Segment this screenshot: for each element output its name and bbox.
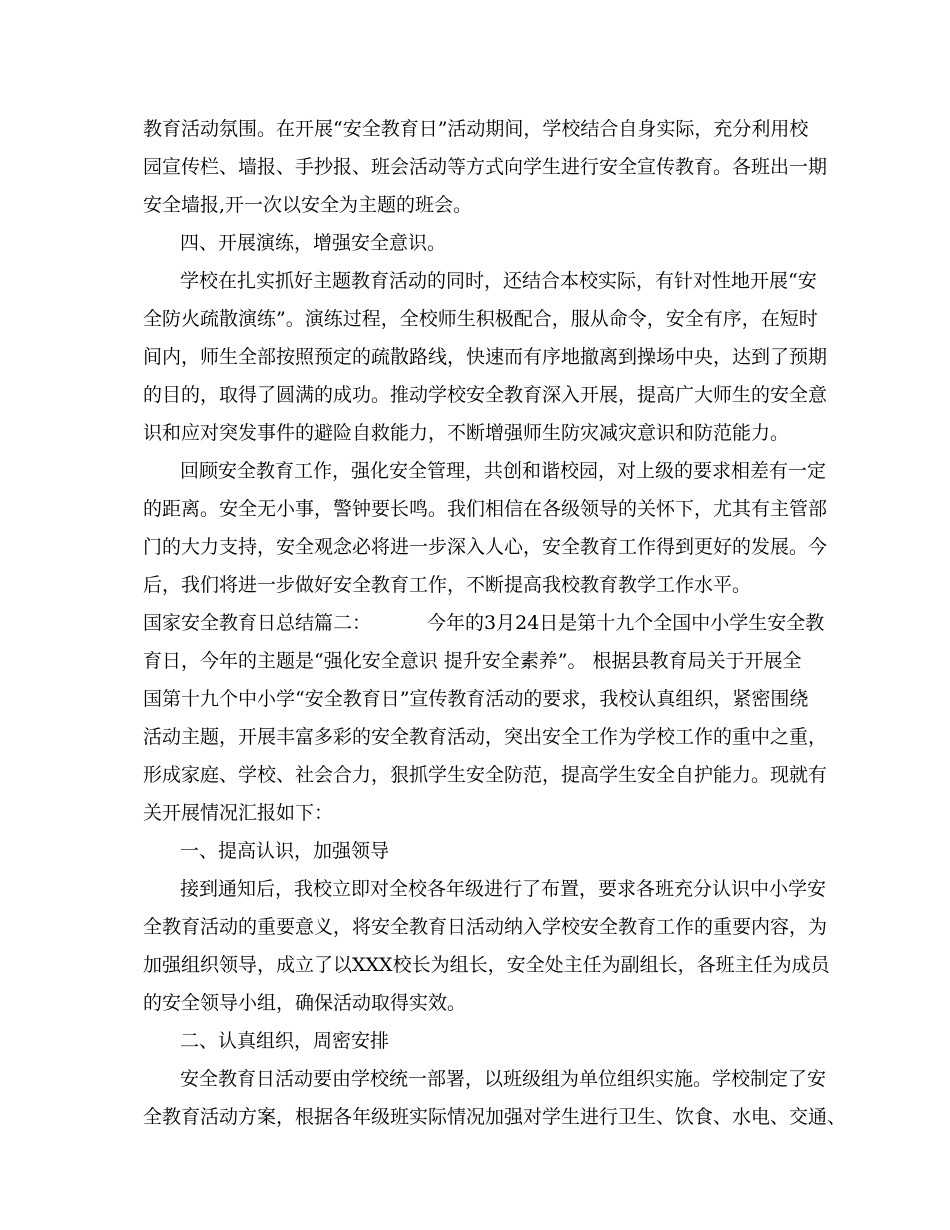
text-line: 园宣传栏、墙报、手抄报、班会活动等方式向学生进行安全宣传教育。各班出一期 <box>143 156 828 178</box>
text-line: 活动主题，开展丰富多彩的安全教育活动，突出安全工作为学校工作的重中之重， <box>143 726 828 748</box>
text-line: 后，我们将进一步做好安全教育工作，不断提高我校教育教学工作水平。 <box>143 574 752 596</box>
text-line: 的安全领导小组，确保活动取得实效。 <box>143 992 467 1014</box>
section-heading: 一、提高认识，加强领导 <box>180 840 390 862</box>
text-line: 安全教育日活动要由学校统一部署，以班级组为单位组织实施。学校制定了安 <box>180 1068 827 1090</box>
text-line: 回顾安全教育工作，强化安全管理，共创和谐校园，对上级的要求相差有一定 <box>180 460 827 482</box>
text-line: 关开展情况汇报如下： <box>143 802 334 824</box>
text-line: 形成家庭、学校、社会合力，狠抓学生安全防范，提高学生安全自护能力。现就有 <box>143 764 828 786</box>
text-line: 育日，今年的主题是“强化安全意识 提升安全素养”。 根据县教育局关于开展全 <box>143 650 802 672</box>
text-line: 全教育活动方案，根据各年级班实际情况加强对学生进行卫生、饮食、水电、交通、 <box>143 1106 847 1128</box>
text-line: 的目的，取得了圆满的成功。推动学校安全教育深入开展，提高广大师生的安全意 <box>143 384 828 406</box>
text-line: 识和应对突发事件的避险自救能力，不断增强师生防灾减灾意识和防范能力。 <box>143 422 790 444</box>
article-title-line <box>143 611 823 635</box>
text-line: 教育活动氛围。在开展“安全教育日”活动期间，学校结合自身实际，充分利用校 <box>143 118 809 140</box>
section-heading: 四、开展演练，增强安全意识。 <box>180 232 447 254</box>
text-line: 全教育活动的重要意义，将安全教育日活动纳入学校安全教育工作的重要内容，为 <box>143 916 828 938</box>
text-line: 加强组织领导，成立了以XXX校长为组长，安全处主任为副组长，各班主任为成员 <box>143 954 830 976</box>
text-line: 全防火疏散演练”。演练过程，全校师生积极配合，服从命令，安全有序，在短时 <box>143 308 818 330</box>
text-line: 安全墙报,开一次以安全为主题的班会。 <box>143 194 473 216</box>
text-line: 学校在扎实抓好主题教育活动的同时，还结合本校实际，有针对性地开展“安 <box>180 270 817 292</box>
section-heading: 二、认真组织，周密安排 <box>180 1030 390 1052</box>
text-line: 国第十九个中小学“安全教育日”宣传教育活动的要求，我校认真组织，紧密围绕 <box>143 688 809 710</box>
article-intro: 今年的3月24日是第十九个全国中小学生安全教 <box>427 612 825 634</box>
text-line: 接到通知后，我校立即对全校各年级进行了布置，要求各班充分认识中小学安 <box>180 878 827 900</box>
text-line: 间内，师生全部按照预定的疏散路线，快速而有序地撤离到操场中央，达到了预期 <box>143 346 828 368</box>
text-line: 门的大力支持，安全观念必将进一步深入人心，安全教育工作得到更好的发展。今 <box>143 536 828 558</box>
article-title: 国家安全教育日总结篇二： <box>143 612 372 634</box>
text-line: 的距离。安全无小事，警钟要长鸣。我们相信在各级领导的关怀下，尤其有主管部 <box>143 498 828 520</box>
